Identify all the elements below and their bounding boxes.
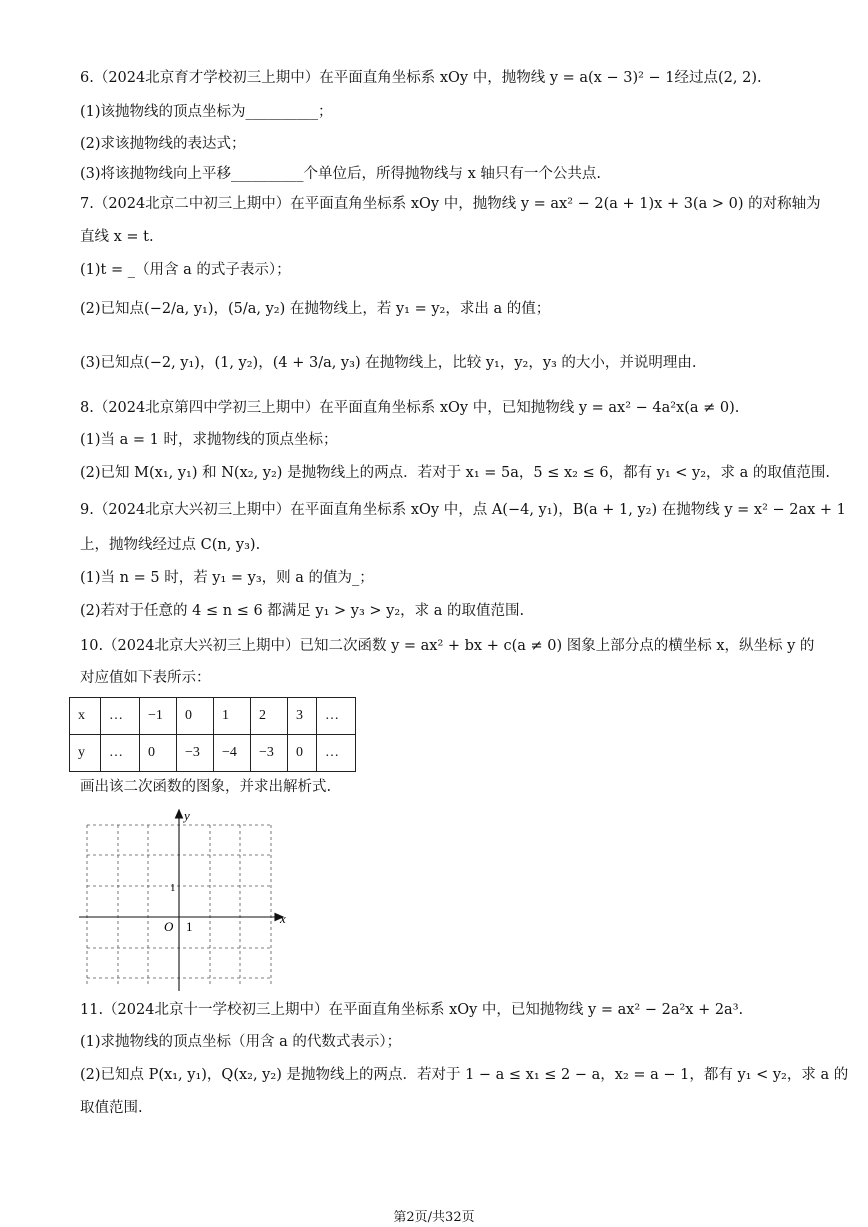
table-cell: 0: [288, 735, 317, 772]
table-cell: 3: [288, 698, 317, 735]
problem-7-part2: (2)已知点(−2/a, y₁)，(5/a, y₂) 在抛物线上，若 y₁ = y₂，求出 a 的值；: [80, 301, 551, 317]
table-cell: −4: [214, 735, 251, 772]
problem-10-stem: 10.（2024北京大兴初三上期中）已知二次函数 y = ax² + bx + c(a ≠ 0) 图象上部分点的横坐标 x，纵坐标 y 的: [80, 638, 815, 654]
table-cell: 0: [140, 735, 177, 772]
problem-8-stem: 8.（2024北京第四中学初三上期中）在平面直角坐标系 xOy 中，已知抛物线 y = ax² − 4a²x(a ≠ 0).: [80, 400, 740, 416]
coordinate-grid: [75, 808, 295, 993]
problem-11-part2-cont: 取值范围.: [80, 1100, 143, 1116]
table-cell: 0: [177, 698, 214, 735]
problem-7-stem-cont: 直线 x = t.: [80, 229, 154, 245]
problem-10-instruction: 画出该二次函数的图象，并求出解析式.: [80, 779, 332, 795]
problem-9-part1: (1)当 n = 5 时，若 y₁ = y₃，则 a 的值为_；: [80, 570, 374, 586]
problem-11-part1: (1)求抛物线的顶点坐标（用含 a 的代数式表示）；: [80, 1034, 402, 1050]
problem-11-stem: 11.（2024北京十一学校初三上期中）在平面直角坐标系 xOy 中，已知抛物线 y = ax² − 2a²x + 2a³.: [80, 1002, 744, 1018]
problem-9-part2: (2)若对于任意的 4 ≤ n ≤ 6 都满足 y₁ > y₃ > y₂，求 a 的取值范围.: [80, 603, 525, 619]
x-unit-label: 1: [186, 919, 193, 934]
problem-7-part3: (3)已知点(−2, y₁)，(1, y₂)，(4 + 3/a, y₃) 在抛物线上，比较 y₁，y₂，y₃ 的大小，并说明理由.: [80, 355, 697, 371]
table-cell: −3: [177, 735, 214, 772]
y-unit-label: 1: [170, 882, 176, 894]
problem-6-part1: (1)该抛物线的顶点坐标为__________；: [80, 104, 333, 120]
problem-8-part2: (2)已知 M(x₁, y₁) 和 N(x₂, y₂) 是抛物线上的两点．若对于 x₁ = 5a，5 ≤ x₂ ≤ 6，都有 y₁ < y₂，求 a 的取值范围.: [80, 465, 831, 481]
problem-7-part1: (1)t = _（用含 a 的式子表示）；: [80, 262, 291, 278]
y-axis-arrow: [176, 810, 183, 818]
problem-8-part1: (1)当 a = 1 时，求抛物线的顶点坐标；: [80, 432, 338, 448]
y-axis-label: y: [184, 808, 190, 823]
table-cell: …: [317, 735, 356, 772]
table-cell: …: [317, 698, 356, 735]
table-cell: …: [101, 698, 140, 735]
problem-6-part3: (3)将该抛物线向上平移__________个单位后，所得抛物线与 x 轴只有一个公共点.: [80, 166, 602, 182]
table-cell: −1: [140, 698, 177, 735]
problem-7-stem: 7.（2024北京二中初三上期中）在平面直角坐标系 xOy 中，抛物线 y = ax² − 2(a + 1)x + 3(a > 0) 的对称轴为: [80, 196, 821, 212]
problem-10-stem-cont: 对应值如下表所示：: [80, 670, 211, 686]
page-footer: 第2页/共32页: [393, 1210, 475, 1225]
table-cell: …: [101, 735, 140, 772]
table-cell: 1: [214, 698, 251, 735]
problem-9-stem: 9.（2024北京大兴初三上期中）在平面直角坐标系 xOy 中，点 A(−4, y₁)，B(a + 1, y₂) 在抛物线 y = x² − 2ax + 1: [80, 502, 846, 518]
problem-6-stem: 6.（2024北京育才学校初三上期中）在平面直角坐标系 xOy 中，抛物线 y = a(x − 3)² − 1经过点(2, 2).: [80, 70, 762, 86]
x-axis-label: x: [280, 911, 286, 926]
problem-6-part2: (2)求该抛物线的表达式；: [80, 136, 246, 152]
table-cell: x: [70, 698, 101, 735]
origin-label: O: [164, 919, 174, 934]
table-cell: −3: [251, 735, 288, 772]
value-table: [69, 697, 356, 772]
problem-9-stem-cont: 上，抛物线经过点 C(n, y₃).: [80, 537, 261, 553]
table-cell: 2: [251, 698, 288, 735]
table-row: [70, 735, 356, 772]
table-row: [70, 698, 356, 735]
table-cell: y: [70, 735, 101, 772]
problem-11-part2: (2)已知点 P(x₁, y₁)，Q(x₂, y₂) 是抛物线上的两点．若对于 1 − a ≤ x₁ ≤ 2 − a，x₂ = a − 1，都有 y₁ < y₂，求 a 的: [80, 1067, 849, 1083]
